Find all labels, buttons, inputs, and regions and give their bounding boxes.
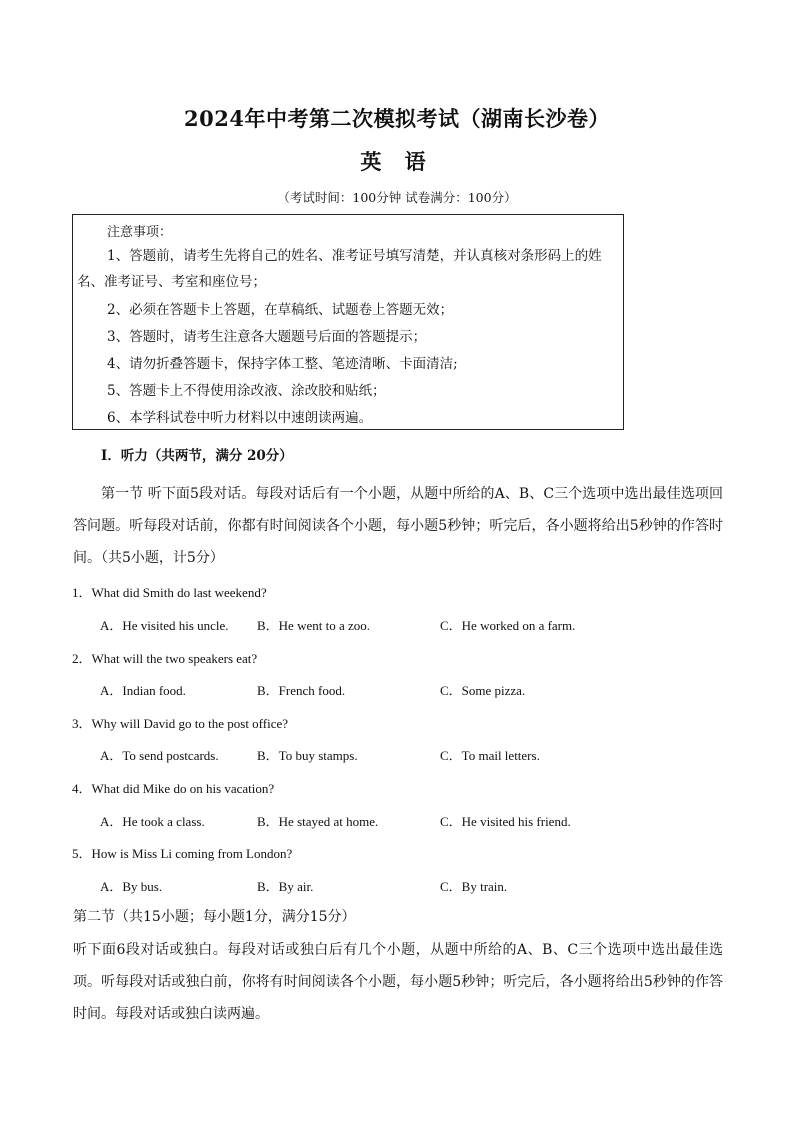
question-stem: 1．What did Smith do last weekend? (72, 585, 267, 600)
question-stem: 3．Why will David go to the post office? (72, 716, 289, 731)
option-b: B．He went to a zoo. (257, 618, 371, 633)
option-c: C．By train. (440, 879, 508, 894)
option-b: B．He stayed at home. (257, 814, 379, 829)
option-c: C．To mail letters. (440, 748, 540, 763)
question-stem: 2．What will the two speakers eat? (72, 651, 258, 666)
part2-intro: 听下面6段对话或独白。每段对话或独白后有几个小题，从题中所给的A、B、C三个选项中选出最佳选项。听每段对话或独白前，你将有时间阅读各个小题，每小题5秒钟；听完后，各小题将给出5秒钟的作答时间。每段对话或独白读两遍。 (73, 942, 723, 1022)
option-a: A．By bus. (100, 879, 163, 894)
question-stem: 5．How is Miss Li coming from London? (72, 846, 293, 861)
option-a: A．To send postcards. (100, 748, 219, 763)
option-a: A．He visited his uncle. (100, 618, 229, 633)
notice-item: 名、准考证号、考室和座位号； (77, 274, 266, 290)
question-stem: 4．What did Mike do on his vacation? (72, 781, 275, 796)
notice-item: 1、答题前，请考生先将自己的姓名、准考证号填写清楚，并认真核对条形码上的姓 (107, 248, 602, 264)
exam-title: 2024年中考第二次模拟考试（湖南长沙卷） (184, 106, 610, 131)
notice-item: 6、本学科试卷中听力材料以中速朗读两遍。 (107, 410, 373, 426)
option-a: A．He took a class. (100, 814, 205, 829)
option-b: B．By air. (257, 879, 314, 894)
notice-item: 4、请勿折叠答题卡，保持字体工整、笔迹清晰、卡面清洁; (107, 356, 458, 372)
part1-intro: 第一节 听下面5段对话。每段对话后有一个小题，从题中所给的A、B、C三个选项中选出最佳选项回答问题。听每段对话前，你都有时间阅读各个小题，每小题5秒钟；听完后，各小题将给出5秒钟的作答时间。（共5小题，计5分） (73, 486, 723, 566)
option-b: B．To buy stamps. (257, 748, 358, 763)
notice-item: 2、必须在答题卡上答题，在草稿纸、试题卷上答题无效； (107, 302, 454, 318)
option-a: A．Indian food. (100, 683, 186, 698)
notice-box (72, 214, 624, 430)
part2-heading: 第二节（共15小题；每小题1分，满分15分） (73, 909, 356, 925)
section-heading: I．听力（共两节，满分 20分） (101, 448, 293, 464)
notice-item: 5、答题卡上不得使用涂改液、涂改胶和贴纸； (107, 383, 386, 399)
option-c: C．He visited his friend. (440, 814, 571, 829)
option-c: C．He worked on a farm. (440, 618, 576, 633)
option-c: C．Some pizza. (440, 683, 526, 698)
notice-item: 3、答题时，请考生注意各大题题号后面的答题提示； (107, 329, 427, 345)
subject-title: 英 语 (360, 149, 434, 174)
exam-info: （考试时间：100分钟 试卷满分：100分） (277, 190, 517, 205)
notice-title: 注意事项： (107, 225, 173, 240)
option-b: B．French food. (257, 683, 346, 698)
